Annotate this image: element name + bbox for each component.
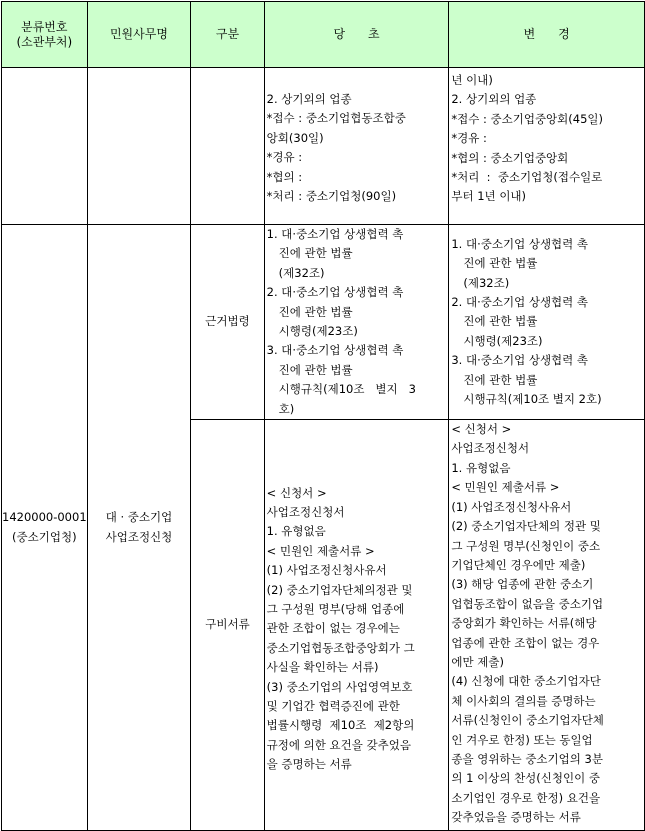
text-line: < 민원인 제출서류 >	[451, 480, 560, 495]
text-line: < 민원인 제출서류 >	[266, 543, 375, 558]
text-line: 3. 대·중소기업 상생협력 촉	[451, 353, 589, 368]
text-line: 의 1 이상의 찬성(신청인이 중	[451, 771, 600, 786]
text-line: 을 증명하는 서류	[266, 757, 352, 772]
text-line: 체 이사회의 결의를 증명하는	[451, 693, 596, 708]
text-line: 2. 대·중소기업 상생협력 촉	[451, 294, 589, 309]
text-line: 관한 조합이 없는 경우에는	[266, 621, 400, 636]
text-line: 진에 관한 법률	[278, 304, 353, 319]
text-line: 앙회(30일)	[266, 130, 324, 145]
law-after-cell	[449, 225, 645, 420]
text-line: 규정에 의한 요건을 갖추었음	[266, 737, 411, 752]
text-line: 1. 대·중소기업 상생협력 촉	[266, 227, 404, 241]
text-line: 소기업인 경우로 한정) 요건을	[451, 790, 601, 805]
header-ministry-line: (소관부처)	[16, 34, 73, 49]
header-classification-code	[2, 2, 88, 68]
text-line: 년 이내)	[451, 73, 493, 87]
affair-name-line-1: 대 · 중소기업	[105, 510, 173, 525]
text-line: 시행령(제23조)	[278, 324, 358, 339]
text-line: (1) 사업조정신청사유서	[451, 499, 572, 514]
civil-affairs-table	[1, 1, 645, 831]
text-line: 에만 제출)	[451, 654, 504, 669]
docs-before-lines	[267, 484, 447, 775]
text-line: 호)	[278, 401, 295, 416]
text-line: *접수 : 중소기업중앙회(45일)	[451, 111, 603, 126]
text-line: 업협동조합이 없음을 중소기업	[451, 596, 604, 611]
continuation-name-cell	[87, 68, 191, 225]
text-line: 1. 유형없음	[266, 524, 326, 539]
header-changed: 변 경	[449, 2, 645, 68]
text-line: 법률시행령 제10조 제2항의	[266, 718, 415, 733]
text-line: 갖추었음을 증명하는 서류	[451, 810, 581, 825]
text-line: (4) 신청에 대한 중소기업자단	[451, 674, 601, 689]
text-line: (2) 중소기업자단체의 정관 및	[451, 519, 601, 534]
law-before-lines	[267, 225, 447, 419]
docs-after-lines	[451, 420, 642, 828]
text-line: *협의 :	[266, 169, 303, 184]
text-line: 시행령(제23조)	[463, 333, 543, 348]
text-line: 1. 대·중소기업 상생협력 촉	[451, 236, 589, 251]
text-line: 2. 대·중소기업 상생협력 촉	[266, 285, 404, 300]
text-line: (제32조)	[463, 275, 510, 290]
text-line: 진에 관한 법률	[463, 256, 538, 271]
text-line: (2) 중소기업자단체의정관 및	[266, 582, 413, 597]
law-label: 근거법령	[191, 225, 264, 420]
text-line: (3) 중소기업의 사업영역보호	[266, 679, 413, 694]
text-line: 서류(신청인이 중소기업자단체	[451, 713, 604, 728]
continuation-code-cell	[2, 68, 88, 225]
text-line: 업종에 관한 조합이 없는 경우	[451, 635, 600, 650]
continuation-before-cell	[264, 68, 449, 225]
affair-name-cell	[87, 225, 191, 831]
classification-code: 1420000-0001	[2, 510, 87, 525]
text-line: 진에 관한 법률	[278, 246, 353, 261]
header-row	[2, 2, 645, 68]
header-affair-name: 민원사무명	[87, 2, 191, 68]
text-line: 시행규칙(제10조 별지 3	[278, 382, 416, 397]
header-original: 당 초	[264, 2, 449, 68]
text-line: 중소기업협동조합중앙회가 그	[266, 640, 415, 655]
text-line: 그 구성원 명부(신청인이 중소	[451, 538, 601, 553]
text-line: 2. 상기외의 업종	[266, 92, 352, 106]
text-line: 사업조정신청서	[451, 441, 530, 456]
text-line: 사업조정신청서	[266, 504, 345, 519]
affair-name-line-2: 사업조정신청	[105, 529, 173, 544]
classification-code-cell	[2, 225, 88, 831]
text-line: 사실을 확인하는 서류)	[266, 660, 379, 675]
text-line: 2. 상기외의 업종	[451, 92, 537, 107]
text-line: (1) 사업조정신청사유서	[266, 563, 387, 578]
law-row	[2, 225, 645, 420]
text-line: *경유 :	[451, 131, 487, 146]
text-line: 진에 관한 법률	[463, 314, 538, 329]
text-line: 종을 영위하는 중소기업의 3분	[451, 751, 603, 766]
text-line: *처리 : 중소기업청(90일)	[266, 189, 397, 204]
continuation-row	[2, 68, 645, 225]
text-line: 진에 관한 법률	[463, 372, 538, 387]
text-line: *협의 : 중소기업중앙회	[451, 150, 569, 165]
text-line: 인 겨우로 한정) 또는 동일업	[451, 732, 593, 747]
header-code-line: 분류번호	[21, 19, 68, 34]
text-line: 및 기업간 협력증진에 관한	[266, 698, 400, 713]
text-line: *경유 :	[266, 150, 303, 165]
text-line: *접수 : 중소기업협동조합중	[266, 111, 406, 126]
continuation-before-lines	[267, 90, 447, 206]
docs-label: 구비서류	[191, 420, 264, 831]
docs-after-cell	[449, 420, 645, 831]
continuation-after-lines	[451, 71, 642, 207]
header-category: 구분	[191, 2, 264, 68]
continuation-category-cell	[191, 68, 264, 225]
text-line: < 신청서 >	[451, 422, 512, 437]
text-line: (3) 해당 업종에 관한 중소기	[451, 577, 594, 592]
continuation-after-cell	[449, 68, 645, 225]
text-line: 중앙회가 확인하는 서류(해당	[451, 616, 597, 631]
text-line: 기업단체인 경우에만 제출)	[451, 557, 586, 572]
text-line: 부터 1년 이내)	[451, 189, 527, 204]
text-line: 진에 관한 법률	[278, 362, 353, 377]
text-line: 3. 대·중소기업 상생협력 촉	[266, 343, 404, 358]
law-after-lines	[451, 235, 642, 410]
ministry-name: (중소기업청)	[12, 529, 77, 544]
text-line: (제32조)	[278, 265, 325, 280]
law-before-cell	[264, 225, 449, 420]
text-line: < 신청서 >	[266, 485, 327, 500]
text-line: 1. 유형없음	[451, 460, 511, 475]
text-line: 그 구성원 명부(당해 업종에	[266, 601, 405, 616]
text-line: 시행규칙(제10조 별지 2호)	[463, 391, 602, 406]
docs-before-cell	[264, 420, 449, 831]
text-line: *처리 : 중소기업청(접수일로	[451, 170, 603, 185]
